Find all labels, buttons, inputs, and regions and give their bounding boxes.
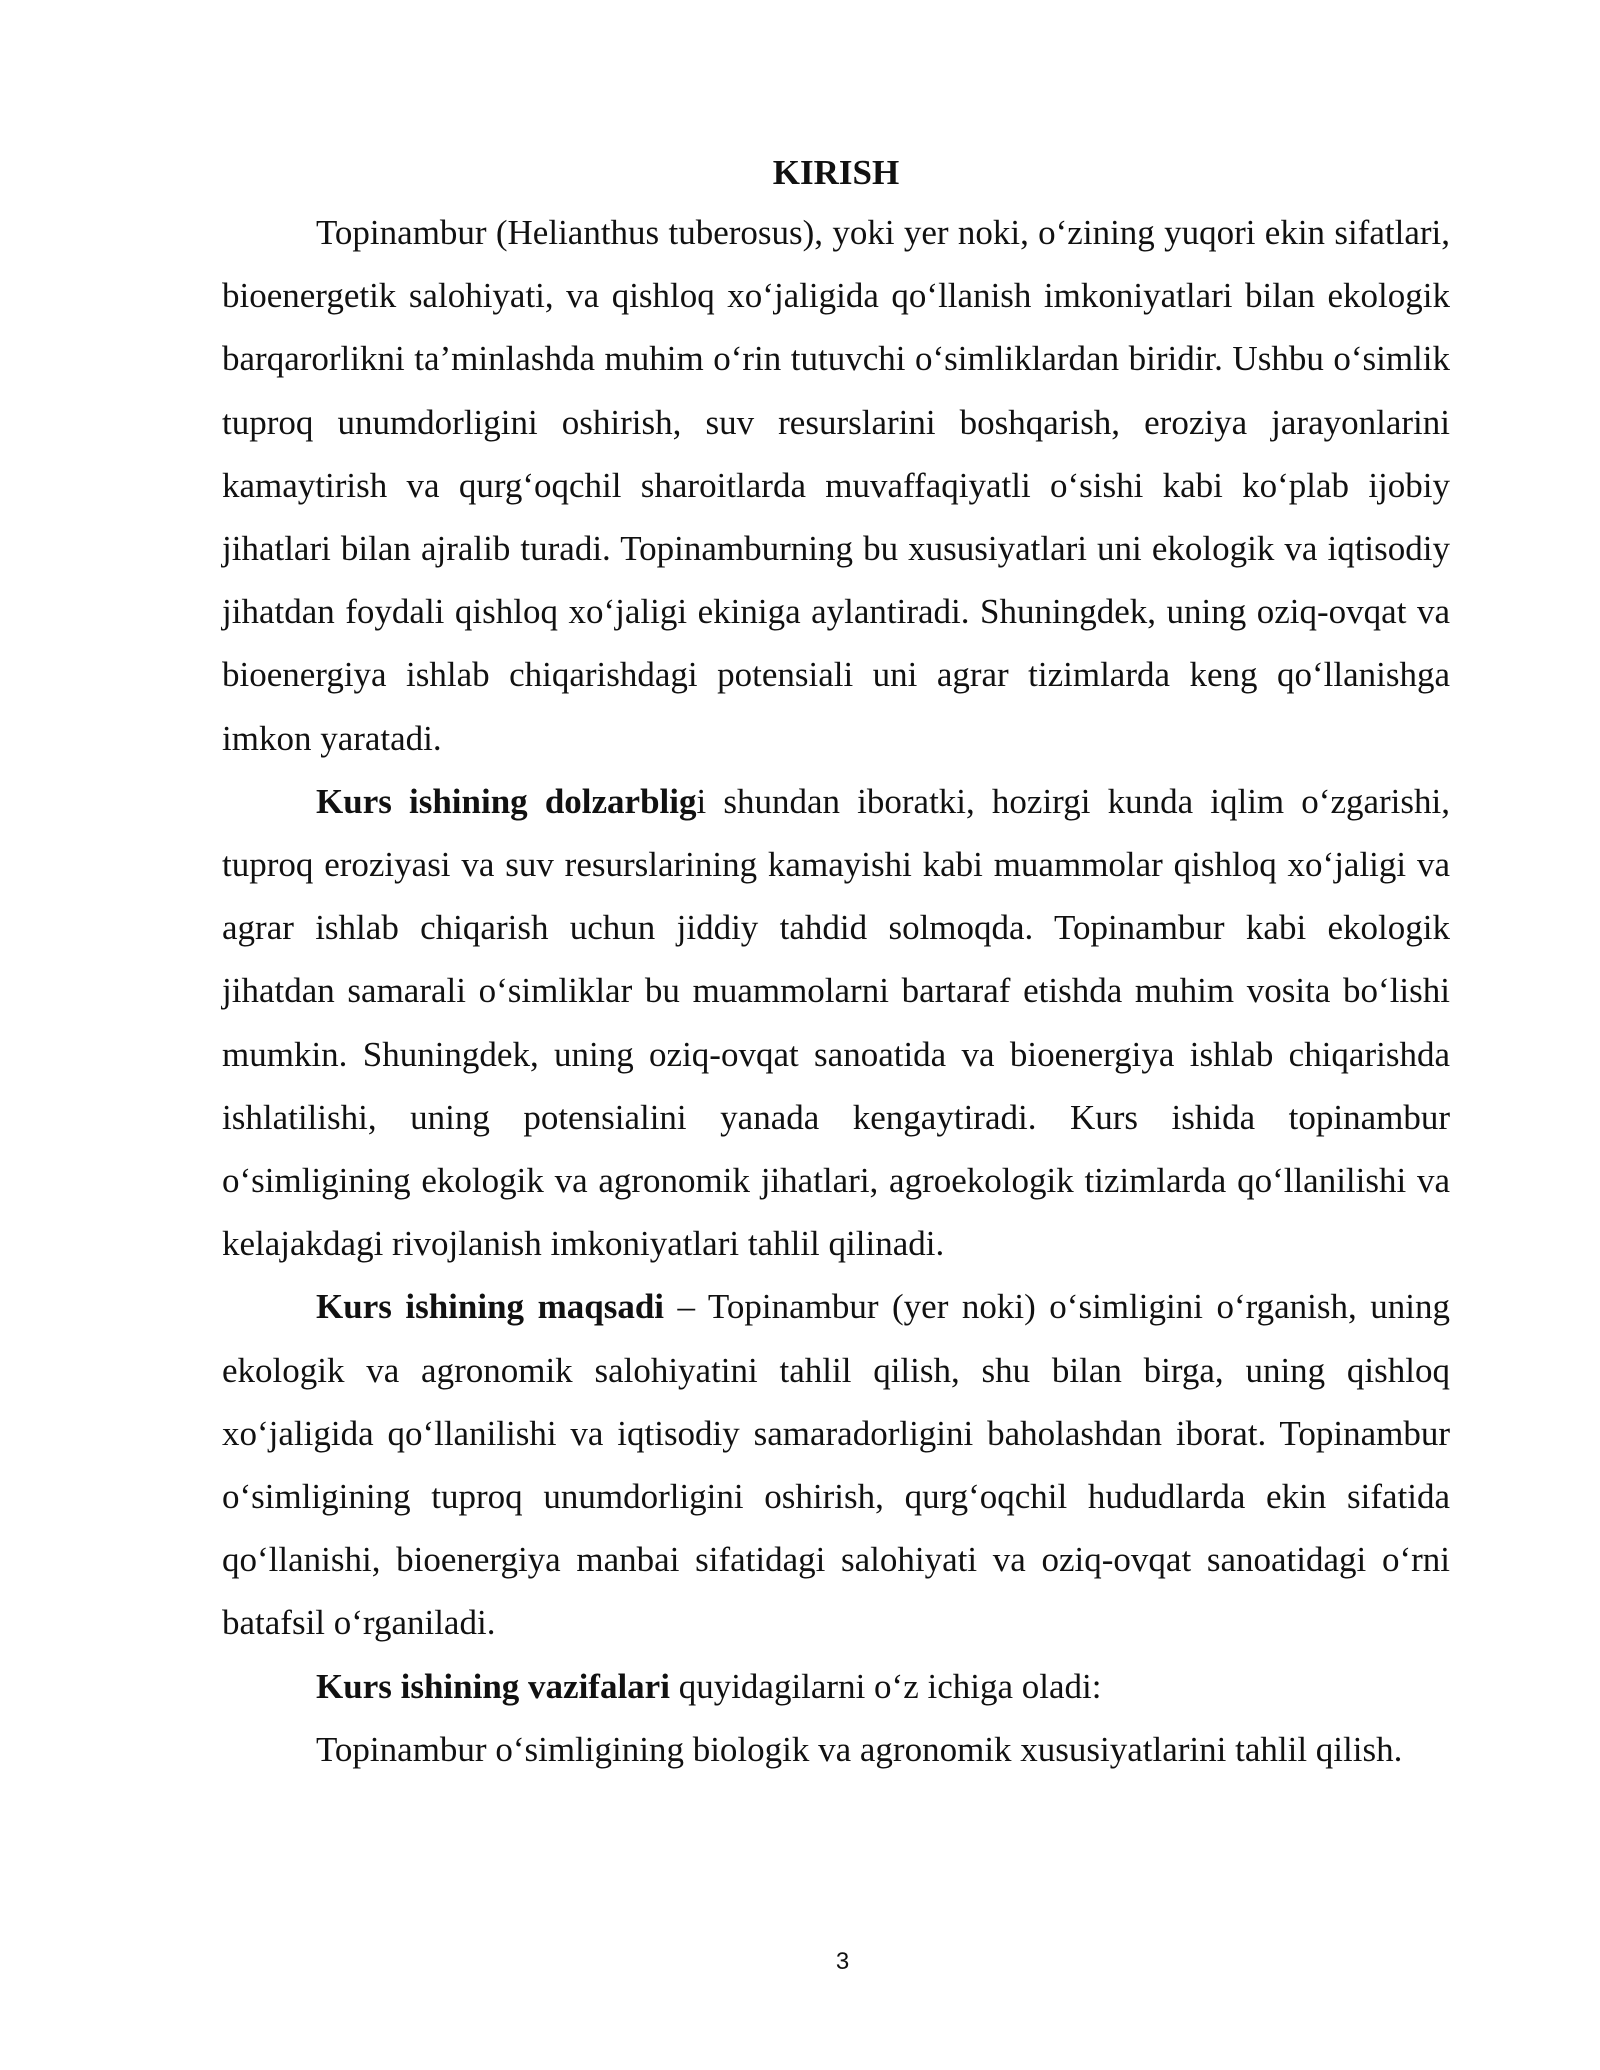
paragraph-text: – Topinambur (yer noki) o‘simligini o‘rganish, uning ekologik va agronomik salohiyatini tahlil qilish, shu bilan birga, uning qishloq xo‘jaligida qo‘llanilishi va iqtisodiy samaradorligini baholashdan iborat. Topinambur o‘simligining tuproq unumdorligini oshirish, qurg‘oqchil hududlarda ekin sifatida qo‘llanishi, bioenergiya manbai sifatidagi salohiyati va oziq-ovqat sanoatidagi o‘rni batafsil o‘rganiladi.: [222, 1287, 1450, 1643]
paragraph-text: Topinambur o‘simligining biologik va agronomik xususiyatlarini tahlil qilish.: [316, 1729, 1403, 1769]
paragraph-bold-lead: Kurs ishining maqsadi: [316, 1287, 665, 1327]
page-number: 3: [835, 1948, 850, 1975]
paragraph-text: i shundan iboratki, hozirgi kunda iqlim o‘zgarishi, tuproq eroziyasi va suv resurslarining kamayishi kabi muammolar qishloq xo‘jaligi va agrar ishlab chiqarish uchun jiddiy tahdid solmoqda. Topinambur kabi ekologik jihatdan samarali o‘simliklar bu muammolarni bartaraf etishda muhim vosita bo‘lishi mumkin. Shuningdek, uning oziq-ovqat sanoatida va bioenergiya ishlab chiqarishda ishlatilishi, uning potensialini yanada kengaytiradi. Kurs ishida topinambur o‘simligining ekologik va agronomik jihatlari, agroekologik tizimlarda qo‘llanilishi va kelajakdagi rivojlanish imkoniyatlari tahlil qilinadi.: [222, 781, 1450, 1264]
paragraph-task-item: [222, 1718, 1450, 1781]
paragraph-tasks: [222, 1655, 1450, 1718]
paragraph-bold-lead: Kurs ishining vazifalari: [316, 1666, 670, 1706]
paragraph-bold-lead: Kurs ishining dolzarblig: [316, 781, 697, 821]
paragraph-text: Topinambur (Helianthus tuberosus), yoki yer noki, o‘zining yuqori ekin sifatlari, bioenergetik salohiyati, va qishloq xo‘jaligida qo‘llanish imkoniyatlari bilan ekologik barqarorlikni ta’minlashda muhim o‘rin tutuvchi o‘simliklardan biridir. Ushbu o‘simlik tuproq unumdorligini oshirish, suv resurslarini boshqarish, eroziya jarayonlarini kamaytirish va qurg‘oqchil sharoitlarda muvaffaqiyatli o‘sishi kabi ko‘plab ijobiy jihatlari bilan ajralib turadi. Topinamburning bu xususiyatlari uni ekologik va iqtisodiy jihatdan foydali qishloq xo‘jaligi ekiniga aylantiradi. Shuningdek, uning oziq-ovqat va bioenergiya ishlab chiqarishdagi potensiali uni agrar tizimlarda keng qo‘llanishga imkon yaratadi.: [222, 213, 1450, 758]
paragraph-introduction: [222, 201, 1450, 770]
page-content: [222, 145, 1450, 1781]
paragraph-text: quyidagilarni o‘z ichiga oladi:: [669, 1666, 1102, 1706]
section-title: KIRISH: [772, 153, 900, 192]
paragraph-relevance: [222, 770, 1450, 1276]
paragraph-goal: [222, 1275, 1450, 1654]
